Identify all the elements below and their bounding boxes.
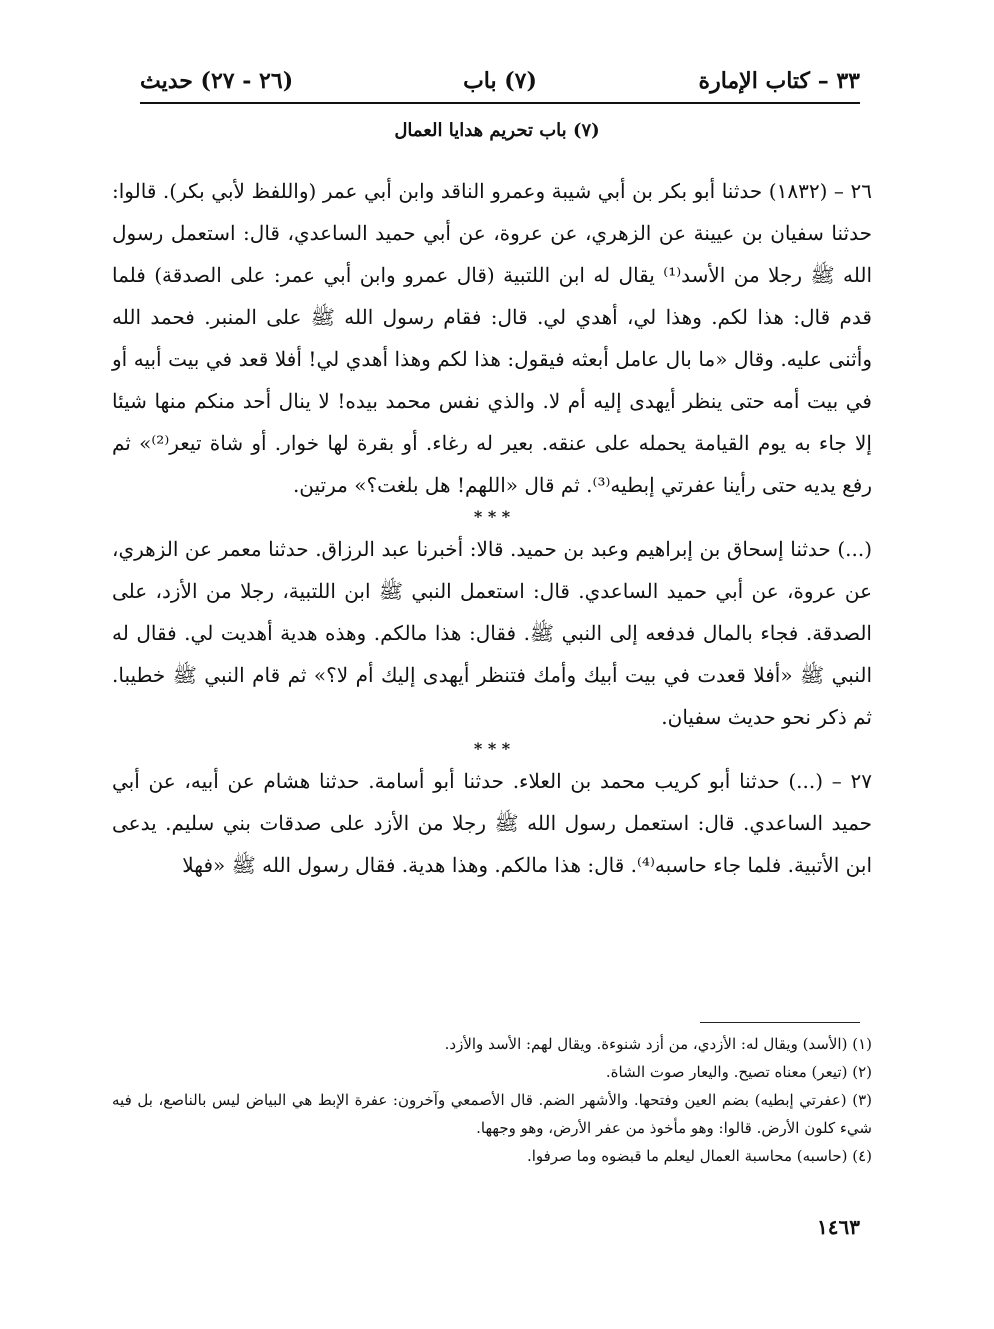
- footnote-rule: [700, 1022, 860, 1023]
- main-text: [112, 170, 872, 886]
- running-header: [140, 62, 860, 102]
- header-rule: [140, 102, 860, 104]
- header-hadith-range: (٢٦ - ٢٧) حديث: [140, 68, 294, 94]
- footnote: (٤) (حاسبه) محاسبة العمال ليعلم ما قبضوه وما صرفوا.: [526, 1147, 872, 1165]
- hadith-26-variant: (...) حدثنا إسحاق بن إبراهيم وعبد بن حميد. قالا: أخبرنا عبد الرزاق. حدثنا معمر عن الزهري، عن عروة، عن أبي حميد الساعدي. قال: استعمل النبي ﷺ ابن اللتبية، رجلا من الأزد، على الصدقة. فجاء بالمال فدفعه إلى النبي ﷺ. فقال: هذا مالكم. وهذه هدية أهديت لي. فقال له النبي ﷺ «أفلا قعدت في بيت أبيك وأمك فتنظر أيهدى إليك أم لا؟» ثم قام النبي ﷺ خطيبا. ثم ذكر نحو حديث سفيان.: [112, 537, 872, 729]
- chapter-title: (٧) باب تحريم هدايا العمال: [394, 120, 600, 141]
- footnote: (٣) (عفرتي إبطيه) بضم العين وفتحها. والأشهر الضم. قال الأصمعي وآخرون: عفرة الإبط هي البياض ليس بالناصع، بل فيه شيء كلون الأرض. قالوا: وهو مأخوذ من عفر الأرض، وهو وجهها.: [112, 1091, 872, 1137]
- footnotes: [112, 1030, 872, 1170]
- footnote: (٢) (تيعر) معناه تصيح. واليعار صوت الشاة.: [605, 1063, 872, 1081]
- separator: * * *: [473, 739, 511, 758]
- page-number: ١٤٦٣: [817, 1215, 860, 1239]
- hadith-26: ٢٦ – (١٨٣٢) حدثنا أبو بكر بن أبي شيبة وعمرو الناقد وابن أبي عمر (واللفظ لأبي بكر). قالوا: حدثنا سفيان بن عيينة عن الزهري، عن عروة، عن أبي حميد الساعدي، قال: استعمل رسول الله ﷺ رجلا من الأسد⁽¹⁾ يقال له ابن اللتبية (قال عمرو وابن أبي عمر: على الصدقة) فلما قدم قال: هذا لكم. وهذا لي، أهدي لي. قال: فقام رسول الله ﷺ على المنبر. فحمد الله وأثنى عليه. وقال «ما بال عامل أبعثه فيقول: هذا لكم وهذا أهدي لي! أفلا قعد في بيت أبيه أو في بيت أمه حتى ينظر أيهدى إليه أم لا. والذي نفس محمد بيده! لا ينال أحد منكم منها شيئا إلا جاء به يوم القيامة يحمله على عنقه. بعير له رغاء. أو بقرة لها خوار. أو شاة تيعر⁽²⁾» ثم رفع يديه حتى رأينا عفرتي إبطيه⁽³⁾. ثم قال «اللهم! هل بلغت؟» مرتين.: [112, 179, 872, 497]
- header-book-title: ٣٣ – كتاب الإمارة: [698, 68, 860, 94]
- hadith-27: ٢٧ – (...) حدثنا أبو كريب محمد بن العلاء. حدثنا أبو أسامة. حدثنا هشام عن أبيه، عن أبي حميد الساعدي. قال: استعمل رسول الله ﷺ رجلا من الأزد على صدقات بني سليم. يدعى ابن الأتبية. فلما جاء حاسبه⁽⁴⁾. قال: هذا مالكم. وهذا هدية. فقال رسول الله ﷺ «فهلا: [112, 769, 872, 877]
- separator: * * *: [473, 507, 511, 526]
- footnote: (١) (الأسد) ويقال له: الأزدي، من أزد شنوءة. ويقال لهم: الأسد والأزد.: [444, 1035, 872, 1053]
- header-chapter: (٧) باب: [463, 68, 537, 94]
